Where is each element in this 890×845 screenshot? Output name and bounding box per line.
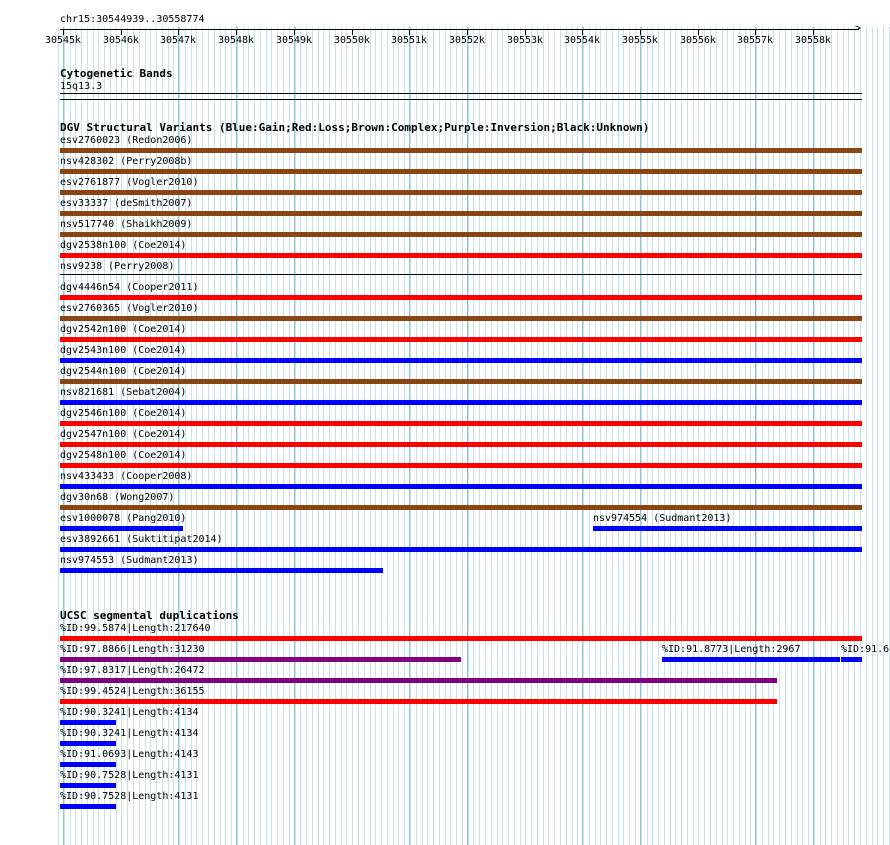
dgv-feature-bar[interactable] [60, 253, 862, 258]
dgv-feature-bar[interactable] [60, 232, 862, 237]
segdup-feature-label[interactable]: %ID:99.4524|Length:36155 [60, 686, 205, 697]
dgv-feature-label[interactable]: esv2760365 (Vogler2010) [60, 303, 199, 314]
ruler-tick-label: 30558k [794, 35, 832, 46]
dgv-feature-label[interactable]: dgv2538n100 (Coe2014) [60, 240, 187, 251]
segdup-feature-label[interactable]: %ID:90.7528|Length:4131 [60, 791, 199, 802]
dgv-feature-label[interactable]: nsv9238 (Perry2008) [60, 261, 175, 272]
cytoband-label[interactable]: 15q13.3 [60, 81, 103, 92]
segdup-feature-bar[interactable] [841, 657, 862, 662]
dgv-feature-bar[interactable] [60, 295, 862, 300]
dgv-feature-label[interactable]: nsv517740 (Shaikh2009) [60, 219, 193, 230]
segdup-feature-bar[interactable] [662, 657, 840, 662]
segdup-feature-label[interactable]: %ID:99.5874|Length:217640 [60, 623, 211, 634]
dgv-feature-label[interactable]: dgv2543n100 (Coe2014) [60, 345, 187, 356]
ruler-tick-label: 30552k [448, 35, 486, 46]
dgv-feature-label[interactable]: esv1000078 (Pang2010) [60, 513, 187, 524]
dgv-feature-label[interactable]: dgv2542n100 (Coe2014) [60, 324, 187, 335]
ruler-tick-label: 30555k [621, 35, 659, 46]
ruler-arrow-icon: > [855, 23, 862, 34]
segdup-feature-label[interactable]: %ID:97.8317|Length:26472 [60, 665, 205, 676]
ruler-tick-label: 30546k [102, 35, 140, 46]
cytoband-line-bottom [60, 99, 862, 100]
dgv-feature-label[interactable]: dgv2547n100 (Coe2014) [60, 429, 187, 440]
ruler-tick-label: 30551k [390, 35, 428, 46]
dgv-feature-label[interactable]: dgv4446n54 (Cooper2011) [60, 282, 199, 293]
segdup-track-title[interactable]: UCSC segmental duplications [60, 609, 239, 622]
dgv-feature-label[interactable]: nsv428302 (Perry2008b) [60, 156, 193, 167]
dgv-feature-bar[interactable] [60, 463, 862, 468]
dgv-feature-label[interactable]: dgv30n68 (Wong2007) [60, 492, 175, 503]
ruler-tick-label: 30553k [506, 35, 544, 46]
segdup-feature-label[interactable]: %ID:97.8866|Length:31230 [60, 644, 205, 655]
dgv-feature-label[interactable]: nsv821681 (Sebat2004) [60, 387, 187, 398]
dgv-feature-label[interactable]: esv2760023 (Redon2006) [60, 135, 193, 146]
segdup-feature-label[interactable]: %ID:90.3241|Length:4134 [60, 707, 199, 718]
dgv-feature-label[interactable]: dgv2546n100 (Coe2014) [60, 408, 187, 419]
dgv-feature-label[interactable]: nsv974554 (Sudmant2013) [593, 513, 732, 524]
ruler-tick-label: 30550k [333, 35, 371, 46]
dgv-feature-bar[interactable] [60, 505, 862, 510]
dgv-feature-bar[interactable] [60, 547, 862, 552]
dgv-feature-label[interactable]: dgv2548n100 (Coe2014) [60, 450, 187, 461]
dgv-feature-bar[interactable] [60, 316, 862, 321]
dgv-feature-label[interactable]: nsv433433 (Cooper2008) [60, 471, 193, 482]
dgv-feature-bar[interactable] [60, 148, 862, 153]
dgv-feature-bar[interactable] [60, 169, 862, 174]
grid-minor-line [866, 27, 867, 845]
dgv-feature-bar[interactable] [593, 526, 862, 531]
dgv-feature-bar[interactable] [60, 400, 862, 405]
ruler-tick-label: 30556k [679, 35, 717, 46]
dgv-feature-bar[interactable] [60, 484, 862, 489]
segdup-feature-bar[interactable] [60, 783, 116, 788]
dgv-feature-label[interactable]: esv2761877 (Vogler2010) [60, 177, 199, 188]
segdup-feature-bar[interactable] [60, 741, 116, 746]
segdup-feature-bar[interactable] [60, 657, 461, 662]
ruler-tick-label: 30548k [217, 35, 255, 46]
segdup-feature-bar[interactable] [60, 636, 862, 641]
dgv-feature-bar[interactable] [60, 421, 862, 426]
segdup-feature-label[interactable]: %ID:91.6 [841, 644, 890, 655]
dgv-feature-bar[interactable] [60, 379, 862, 384]
grid-minor-line [877, 27, 878, 845]
segdup-feature-label[interactable]: %ID:91.0693|Length:4143 [60, 749, 199, 760]
ruler-axis [60, 29, 859, 30]
grid-minor-line [872, 27, 873, 845]
cytoband-line-top [60, 93, 862, 94]
dgv-feature-bar[interactable] [60, 190, 862, 195]
dgv-feature-bar[interactable] [60, 442, 862, 447]
dgv-feature-bar[interactable] [60, 358, 862, 363]
grid-minor-line [883, 27, 884, 845]
dgv-feature-label[interactable]: esv3892661 (Suktitipat2014) [60, 534, 223, 545]
dgv-feature-label[interactable]: esv33337 (deSmith2007) [60, 198, 193, 209]
dgv-feature-bar[interactable] [60, 568, 383, 573]
cytoband-track-title[interactable]: Cytogenetic Bands [60, 67, 173, 80]
segdup-feature-bar[interactable] [60, 699, 777, 704]
dgv-feature-label[interactable]: nsv974553 (Sudmant2013) [60, 555, 199, 566]
dgv-feature-label[interactable]: dgv2544n100 (Coe2014) [60, 366, 187, 377]
ruler-tick-label: 30547k [159, 35, 197, 46]
dgv-track-title[interactable]: DGV Structural Variants (Blue:Gain;Red:Loss;Brown:Complex;Purple:Inversion;Black:Unknown) [60, 121, 650, 134]
dgv-feature-bar[interactable] [60, 211, 862, 216]
ruler-tick-label: 30545k [44, 35, 82, 46]
ruler-tick-label: 30549k [275, 35, 313, 46]
dgv-feature-bar[interactable] [60, 526, 183, 531]
segdup-feature-label[interactable]: %ID:90.7528|Length:4131 [60, 770, 199, 781]
segdup-feature-label[interactable]: %ID:91.8773|Length:2967 [662, 644, 801, 655]
segdup-feature-bar[interactable] [60, 762, 116, 767]
segdup-feature-label[interactable]: %ID:90.3241|Length:4134 [60, 728, 199, 739]
dgv-feature-bar[interactable] [60, 274, 862, 275]
segdup-feature-bar[interactable] [60, 678, 777, 683]
segdup-feature-bar[interactable] [60, 720, 116, 725]
grid-minor-line [58, 27, 59, 845]
dgv-feature-bar[interactable] [60, 337, 862, 342]
location-label: chr15:30544939..30558774 [60, 14, 205, 25]
segdup-feature-bar[interactable] [60, 804, 116, 809]
ruler-tick-label: 30557k [736, 35, 774, 46]
ruler-tick-label: 30554k [563, 35, 601, 46]
